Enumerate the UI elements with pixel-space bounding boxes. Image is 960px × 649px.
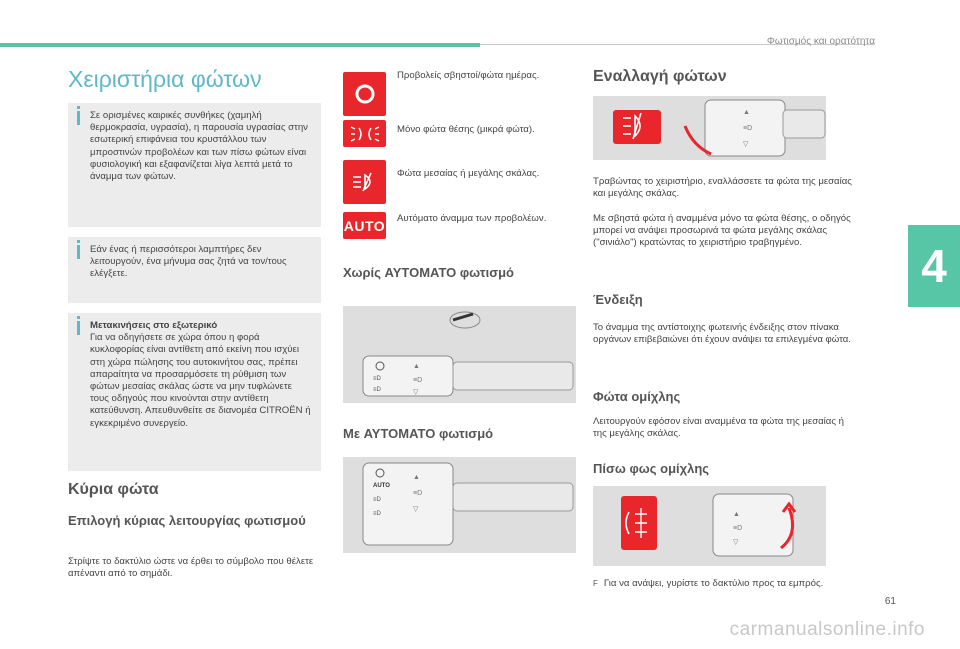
stalk-illustration-auto (343, 457, 576, 553)
svg-text:▽: ▽ (413, 389, 419, 396)
bullet-rear-fog (593, 578, 883, 590)
svg-text:▲: ▲ (413, 474, 420, 481)
sidelights-icon (350, 125, 380, 143)
svg-text:▲: ▲ (743, 109, 750, 116)
note-text: Σε ορισμένες καιρικές συνθήκες (χαμηλή θερμοκρασία, υγρασία), η παρουσία υγρασίας στην εσωτερική επιφάνεια του κρυστάλλου των μπροστινών προβολέων και των πίσω φώτων είναι φυσιολογική και εξαφανίζεται λίγα λεπτά μετά το άναμμα των φώτων. (90, 110, 308, 183)
bullet-text: Για να ανάψει, γυρίστε το δακτύλιο προς τα εμπρός. (603, 578, 824, 589)
stalk-drawing (343, 306, 576, 403)
label-auto: Αυτόματο άναμμα των προβολέων. (397, 213, 547, 224)
off-icon (354, 83, 376, 105)
paragraph-switch: Τραβώντας το χειριστήριο, εναλλάσσετε τα φώτα της μεσαίας και μεγάλης σκάλας. (593, 176, 852, 200)
info-icon (77, 245, 80, 259)
bullet-marker: F (593, 579, 598, 588)
section-title-main-lights: Κύρια φώτα (68, 481, 159, 498)
note-text: Για να οδηγήσετε σε χώρα όπου η φορά κυκλοφορίας είναι αντίθετη από εκείνη που ισχύει στη χώρα πώλησης του αυτοκινήτου σας, πρέπει απαραίτητα να προσαρμόσετε τη ρύθμιση των φώτων μεσαίας σκάλας ώστε να μην τυφλώνετε τους οδηγούς που κινούνται στην αντίθετη κατεύθυνση. Απευθυνθείτε σε διανομέα CITROËN ή εγκεκριμένο συνεργείο. (90, 332, 311, 429)
header-accent-bar (0, 43, 480, 47)
auto-badge (343, 212, 386, 239)
heading-fog-lights: Φώτα ομίχλης (593, 389, 681, 404)
note-heading: Μετακινήσεις στο εξωτερικό (90, 320, 218, 331)
note-text: Εάν ένας ή περισσότεροι λαμπτήρες δεν λειτουργούν, ένα μήνυμα σας ζητά να τον/τους ελέγξετε. (90, 244, 287, 280)
heading-switch-lights: Εναλλαγή φώτων (593, 68, 727, 85)
svg-text:≡D: ≡D (743, 125, 753, 132)
stalk-illustration-switch (593, 96, 826, 160)
info-note-abroad (68, 313, 321, 471)
subsection-title-mode: Επιλογή κύριας λειτουργίας φωτισμού (68, 513, 306, 528)
rear-fog-drawing (593, 486, 826, 566)
svg-text:≡D: ≡D (373, 387, 381, 393)
heading-without-auto: Χωρίς AYTOMATO φωτισμό (343, 265, 514, 280)
svg-text:≡D: ≡D (373, 497, 381, 503)
sidelights-badge (343, 120, 386, 147)
paragraph-turn-ring: Στρίψτε το δακτύλιο ώστε να έρθει το σύμβολο που θέλετε απέναντι από το σημάδι. (68, 556, 314, 580)
svg-text:▲: ▲ (413, 363, 420, 370)
paragraph-fog: Λειτουργούν εφόσον είναι αναμμένα τα φώτα της μεσαίας ή της μεγάλης σκάλας. (593, 416, 844, 440)
stalk-illustration-manual (343, 306, 576, 403)
svg-text:≡D: ≡D (413, 490, 423, 497)
svg-text:≡D: ≡D (373, 376, 381, 382)
svg-text:▲: ▲ (733, 511, 740, 518)
page-number: 61 (884, 596, 896, 607)
info-icon (77, 111, 80, 125)
lights-off-badge (343, 72, 386, 116)
stalk-illustration-rear-fog (593, 486, 826, 566)
switch-drawing (593, 96, 826, 160)
svg-text:AUTO: AUTO (373, 483, 390, 489)
svg-text:▽: ▽ (413, 506, 419, 513)
auto-label: AUTO (343, 217, 386, 234)
paragraph-indication: Το άναμμα της αντίστοιχης φωτεινής ένδειξης στον πίνακα οργάνων επιβεβαιώνει ότι έχουν ανάψει τα επιλεγμένα φώτα. (593, 322, 851, 346)
watermark: carmanualsonline.info (729, 619, 925, 640)
stalk-drawing-auto (343, 457, 576, 553)
heading-rear-fog: Πίσω φως ομίχλης (593, 461, 710, 476)
page-title: Χειριστήρια φώτων (68, 66, 262, 92)
info-icon (77, 321, 80, 335)
label-headlights: Φώτα μεσαίας ή μεγάλης σκάλας. (397, 168, 540, 179)
label-lights-off: Προβολείς σβηστοί/φώτα ημέρας. (397, 70, 540, 81)
svg-text:≡D: ≡D (413, 377, 423, 384)
label-sidelights: Μόνο φώτα θέσης (μικρά φώτα). (397, 124, 535, 135)
svg-text:≡D: ≡D (373, 511, 381, 517)
heading-with-auto: Με AYTOMATO φωτισμό (343, 426, 494, 441)
svg-text:▽: ▽ (743, 141, 749, 148)
svg-text:▽: ▽ (733, 539, 739, 546)
svg-text:≡D: ≡D (733, 525, 743, 532)
info-note-humidity (68, 103, 321, 227)
chapter-title: Φωτισμός και ορατότητα (766, 36, 875, 47)
paragraph-flash: Με σβηστά φώτα ή αναμμένα μόνο τα φώτα θέσης, ο οδηγός μπορεί να ανάψει προσωρινά τα φώτα μεγάλης σκάλας ("σινιάλο") κρατώντας το χειριστήριο τραβηγμένο. (593, 213, 851, 249)
headlights-badge (343, 160, 386, 204)
info-note-bulbs (68, 237, 321, 303)
headlights-icon (351, 171, 379, 193)
heading-indication: Ένδειξη (593, 292, 643, 307)
chapter-tab: 4 (908, 225, 960, 307)
